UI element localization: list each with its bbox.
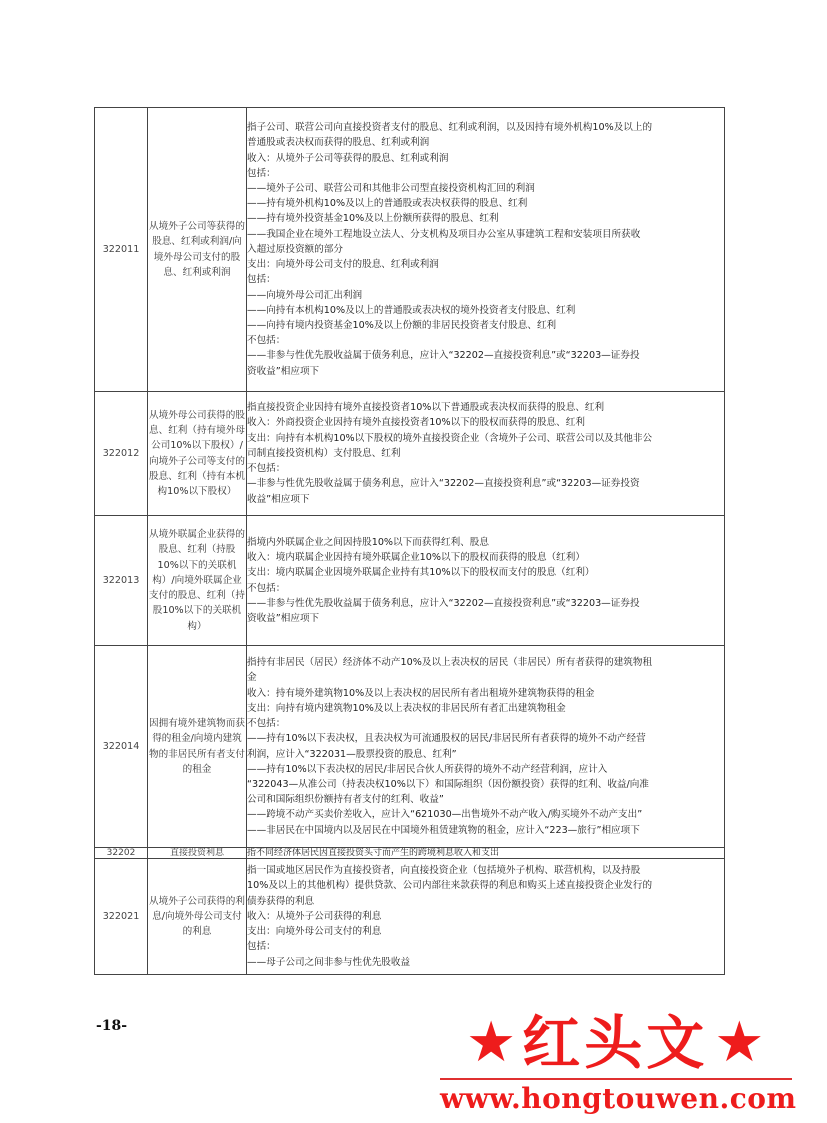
item-name: 从境外子公司等获得的股息、红利或利润/向境外母公司支付的股息、红利或利润	[148, 108, 247, 392]
description-line: 包括：	[247, 167, 276, 179]
description-line: 金	[247, 672, 257, 684]
description-line: 司制直接投资机构）支付股息、红利	[247, 447, 401, 459]
item-description	[247, 848, 725, 859]
description-line: 指不同经济体居民因直接投资头寸而产生的跨境利息收入和支出	[247, 848, 500, 858]
description-line: 公司和国际组织份额持有者支付的红利、收益”	[247, 794, 444, 806]
description-line: 资收益”相应项下	[247, 365, 320, 377]
description-line: ——持有10%以下表决权，且表决权为可流通股权的居民/非居民所有者获得的境外不动产经营	[247, 733, 646, 745]
description-line: 支出：向境外母公司支付的股息、红利或利润	[247, 259, 439, 271]
item-code: 32202	[95, 848, 148, 859]
item-name: 从境外母公司获得的股息、红利（持有境外母公司10%以下股权）/向境外子公司等支付的股息、红利（持有本机构10%以下股权）	[148, 392, 247, 516]
description-line: ——持有境外机构10%及以上的普通股或表决权获得的股息、红利	[247, 198, 528, 210]
description-line: 不包括：	[247, 582, 286, 594]
item-description	[247, 108, 725, 392]
watermark-divider	[440, 1078, 792, 1080]
table-row	[95, 516, 725, 646]
code-table-body	[95, 108, 725, 975]
watermark-url: www.hongtouwen.com	[440, 1082, 797, 1115]
star-icon: ★	[714, 1010, 765, 1075]
description-line: 入超过原投资额的部分	[247, 243, 343, 255]
description-line: ——我国企业在境外工程地设立法人、分支机构及项目办公室从事建筑工程和安装项目所获收	[247, 228, 641, 240]
item-code: 322011	[95, 108, 148, 392]
description-line: ——非参与性优先股收益属于债务利息，应计入“32202—直接投资利息”或“32203—证券投	[247, 350, 640, 362]
item-name: 直接投资利息	[148, 848, 247, 859]
item-description	[247, 392, 725, 516]
description-line: ——持有10%以下表决权的居民/非居民合伙人所获得的境外不动产经营利润，应计入	[247, 763, 608, 775]
description-line: ——境外子公司、联营公司和其他非公司型直接投资机构汇回的利润	[247, 183, 535, 195]
table-row	[95, 392, 725, 516]
watermark-title: 红头文	[522, 1009, 709, 1077]
description-line: 利润，应计入“322031—股票投资的股息、红利”	[247, 748, 457, 760]
description-line: ——非参与性优先股收益属于债务利息，应计入“32202—直接投资利息”或“32203—证券投	[247, 597, 640, 609]
description-line: 收入：从境外子公司等获得的股息、红利或利润	[247, 152, 449, 164]
description-line: 支出：向持有境内建筑物10%及以上表决权的非居民所有者汇出建筑物租金	[247, 702, 566, 714]
description-line: 不包括：	[247, 335, 286, 347]
description-line: 收入：境内联属企业因持有境外联属企业10%以下的股权而获得的股息（红利）	[247, 552, 585, 564]
description-line: 不包括：	[247, 718, 286, 730]
description-line: ——持有境外投资基金10%及以上份额所获得的股息、红利	[247, 213, 499, 225]
description-line: 债券获得的利息	[247, 895, 315, 907]
description-line: 普通股或表决权而获得的股息、红利或利润	[247, 137, 430, 149]
description-line: 包括：	[247, 274, 276, 286]
table-row	[95, 848, 725, 859]
table-row	[95, 646, 725, 848]
item-code: 322014	[95, 646, 148, 848]
description-line: 收入：从境外子公司获得的利息	[247, 910, 382, 922]
description-line: 指直接投资企业因持有境外直接投资者10%以下普通股或表决权而获得的股息、红利	[247, 402, 605, 414]
description-line: 指境内外联属企业之间因持股10%以下而获得红利、股息	[247, 536, 489, 548]
description-line: ——向境外母公司汇出利润	[247, 289, 363, 301]
item-code: 322013	[95, 516, 148, 646]
table-row	[95, 108, 725, 392]
watermark-brand	[466, 1008, 806, 1078]
description-line: 资收益”相应项下	[247, 612, 320, 624]
item-name: 因拥有境外建筑物而获得的租金/向境内建筑物的非居民所有者支付的租金	[148, 646, 247, 848]
description-line: ——向持有本机构10%及以上的普通股或表决权的境外投资者支付股息、红利	[247, 304, 576, 316]
code-table	[94, 107, 725, 975]
description-line: ——向持有境内投资基金10%及以上份额的非居民投资者支付股息、红利	[247, 319, 557, 331]
description-line: —非参与性优先股收益属于债务利息，应计入“32202—直接投资利息”或“32203—证券投资	[247, 478, 640, 490]
description-line: 支出：向持有本机构10%以下股权的境外直接投资企业（含境外子公司、联营公司以及其他非公	[247, 432, 653, 444]
description-line: 指一国或地区居民作为直接投资者，向直接投资企业（包括境外子机构、联营机构，以及持股	[247, 865, 641, 877]
description-line: 指持有非居民（居民）经济体不动产10%及以上表决权的居民（非居民）所有者获得的建筑物租	[247, 657, 653, 669]
description-line: 收入：持有境外建筑物10%及以上表决权的居民所有者出租境外建筑物获得的租金	[247, 687, 595, 699]
description-line: ——非居民在中国境内以及居民在中国境外租赁建筑物的租金，应计入“223—旅行”相应项下	[247, 824, 640, 836]
description-line: “322043—从准公司（持表决权10%以下）和国际组织（因份额投资）获得的红利、收益/向准	[247, 778, 649, 790]
description-line: 包括：	[247, 941, 276, 953]
table-row	[95, 859, 725, 975]
description-line: 不包括：	[247, 463, 286, 475]
description-line: 支出：向境外母公司支付的利息	[247, 926, 382, 938]
page-number: -18-	[96, 1018, 128, 1034]
item-code: 322012	[95, 392, 148, 516]
item-name: 从境外联属企业获得的股息、红利（持股10%以下的关联机构）/向境外联属企业支付的股息、红利（持股10%以下的关联机构）	[148, 516, 247, 646]
description-line: ——母子公司之间非参与性优先股收益	[247, 956, 411, 968]
description-line: 支出：境内联属企业因境外联属企业持有其10%以下的股权而支付的股息（红利）	[247, 567, 595, 579]
description-line: 10%及以上的其他机构）提供贷款、公司内部往来款获得的利息和购买上述直接投资企业发行的	[247, 880, 653, 892]
description-line: 指子公司、联营公司向直接投资者支付的股息、红利或利润，以及因持有境外机构10%及以上的	[247, 122, 653, 134]
description-line: 收益”相应项下	[247, 493, 310, 505]
item-name: 从境外子公司获得的利息/向境外母公司支付的利息	[148, 859, 247, 975]
item-code: 322021	[95, 859, 148, 975]
description-line: 收入：外商投资企业因持有境外直接投资者10%以下的股权而获得的股息、红利	[247, 417, 585, 429]
item-description	[247, 859, 725, 975]
description-line: ——跨境不动产买卖价差收入，应计入“621030—出售境外不动产收入/购买境外不动产支出”	[247, 809, 643, 821]
item-description	[247, 646, 725, 848]
item-description	[247, 516, 725, 646]
star-icon: ★	[466, 1010, 517, 1075]
